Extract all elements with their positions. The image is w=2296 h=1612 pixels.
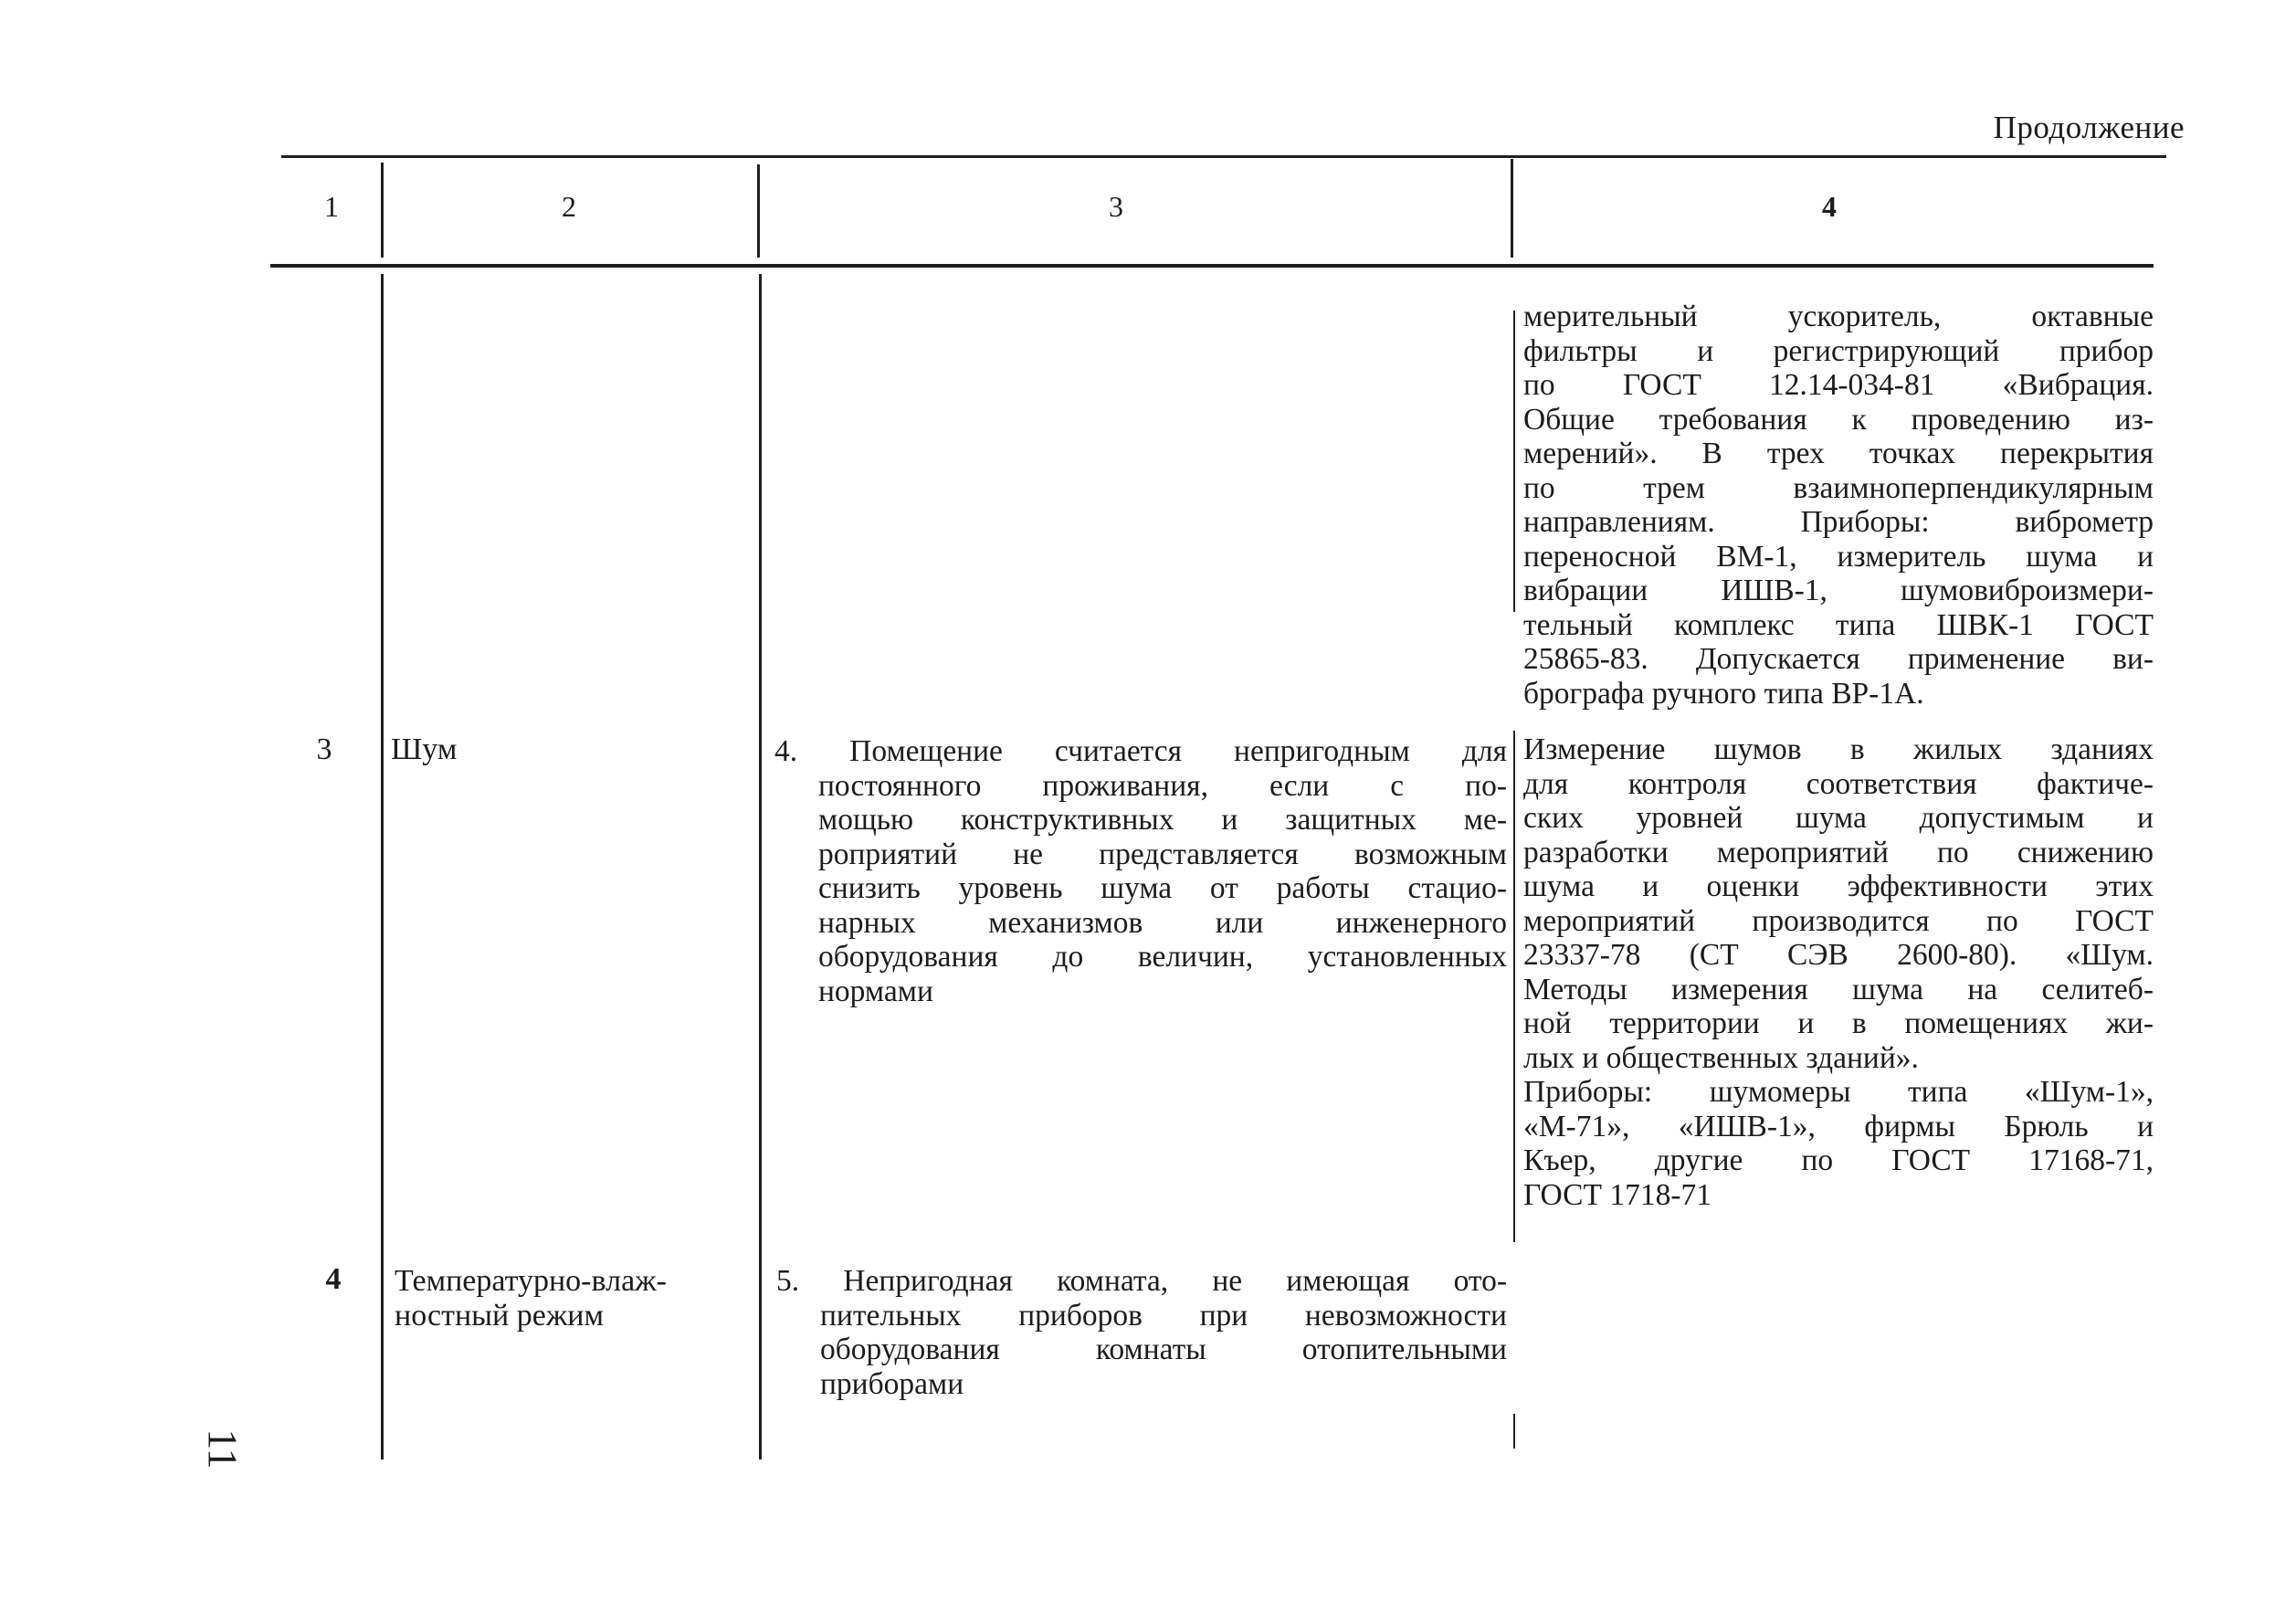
header-divider-3 — [1511, 159, 1513, 258]
row-3-col4-text — [1523, 732, 2154, 1212]
text-line: фильтры и регистрирующий прибор — [1523, 333, 2154, 368]
row-3-col3-text — [774, 734, 1507, 1008]
text-line: «М-71», «ИШВ-1», фирмы Брюль и — [1523, 1109, 2154, 1143]
text-line: брографа ручного типа ВР-1А. — [1523, 676, 1924, 711]
body-divider-3c — [1513, 1414, 1515, 1449]
text-line: оборудования комнаты отопительными — [820, 1333, 1507, 1366]
header-col-4: 4 — [1822, 190, 1837, 223]
text-line: пительных приборов при невозможности — [820, 1298, 1507, 1333]
header-col-1: 1 — [324, 190, 339, 223]
text-line: нарных механизмов или инженерного — [818, 905, 1507, 940]
row-4-col3-text — [776, 1264, 1507, 1401]
row-3-number: 3 — [316, 732, 332, 766]
body-divider-1 — [381, 274, 384, 1459]
text-line: приборами — [820, 1366, 964, 1401]
text-line: мерений». В трех точках перекрытия — [1523, 437, 2154, 470]
text-line: Общие требования к проведению из- — [1523, 402, 2154, 437]
text-line: 5. Непригодная комната, не имеющая ото- — [776, 1264, 1507, 1298]
text-line: мерительный ускоритель, октавные — [1523, 300, 2154, 333]
text-line: постоянного проживания, если с по- — [818, 768, 1507, 803]
text-line: оборудования до величин, установленных — [818, 940, 1507, 974]
text-line: Температурно-влаж- — [395, 1264, 667, 1298]
text-line: снизить уровень шума от работы стацио- — [818, 871, 1507, 905]
body-divider-3b — [1513, 731, 1515, 1242]
text-line: по ГОСТ 12.14-034-81 «Вибрация. — [1523, 368, 2154, 402]
prev-row-col4-text — [1523, 300, 2154, 711]
body-divider-2 — [759, 274, 762, 1459]
text-line: Измерение шумов в жилых зданиях — [1523, 732, 2154, 766]
text-line: по трем взаимноперпендикулярным — [1523, 470, 2154, 505]
row-4-number: 4 — [325, 1262, 342, 1296]
text-line: шума и оценки эффективности этих — [1523, 869, 2154, 903]
header-col-2: 2 — [562, 190, 576, 223]
text-line: лых и общественных зданий». — [1523, 1040, 1919, 1075]
text-line: ГОСТ 1718-71 — [1523, 1177, 1711, 1212]
text-line: направлениям. Приборы: виброметр — [1523, 505, 2154, 539]
table-top-rule — [281, 155, 2166, 158]
body-divider-3 — [1513, 311, 1515, 612]
text-line: ских уровней шума допустимым и — [1523, 801, 2154, 835]
text-line: переносной ВМ-1, измеритель шума и — [1523, 539, 2154, 574]
text-line: 25865-83. Допускается применение ви- — [1523, 642, 2154, 676]
header-divider-1 — [381, 163, 384, 258]
text-line: вибрации ИШВ-1, шумовиброизмери- — [1523, 574, 2154, 607]
continuation-label: Продолжение — [1993, 110, 2185, 145]
text-line: Приборы: шумомеры типа «Шум-1», — [1523, 1075, 2154, 1109]
text-line: нормами — [818, 974, 933, 1008]
header-col-3: 3 — [1109, 190, 1123, 223]
text-line: тельный комплекс типа ШВК-1 ГОСТ — [1523, 607, 2154, 642]
text-line: для контроля соответствия фактиче- — [1523, 766, 2154, 801]
text-line: разработки мероприятий по снижению — [1523, 835, 2154, 869]
text-line: 23337-78 (СТ СЭВ 2600-80). «Шум. — [1523, 938, 2154, 972]
header-divider-2 — [757, 164, 760, 258]
text-line: мощью конструктивных и защитных ме- — [818, 803, 1507, 837]
text-line: 4. Помещение считается непригодным для — [774, 734, 1507, 768]
text-line: Методы измерения шума на селитеб- — [1523, 972, 2154, 1006]
text-line: ностный режим — [395, 1299, 605, 1333]
page-number: 11 — [199, 1428, 247, 1470]
text-line: ной территории и в помещениях жи- — [1523, 1006, 2154, 1040]
header-bottom-rule — [270, 264, 2154, 268]
text-line: роприятий не представляется возможным — [818, 837, 1507, 871]
text-line: мероприятий производится по ГОСТ — [1523, 903, 2154, 938]
row-3-factor: Шум — [391, 732, 458, 766]
row-4-factor — [395, 1264, 742, 1333]
text-line: Къер, другие по ГОСТ 17168-71, — [1523, 1143, 2154, 1177]
